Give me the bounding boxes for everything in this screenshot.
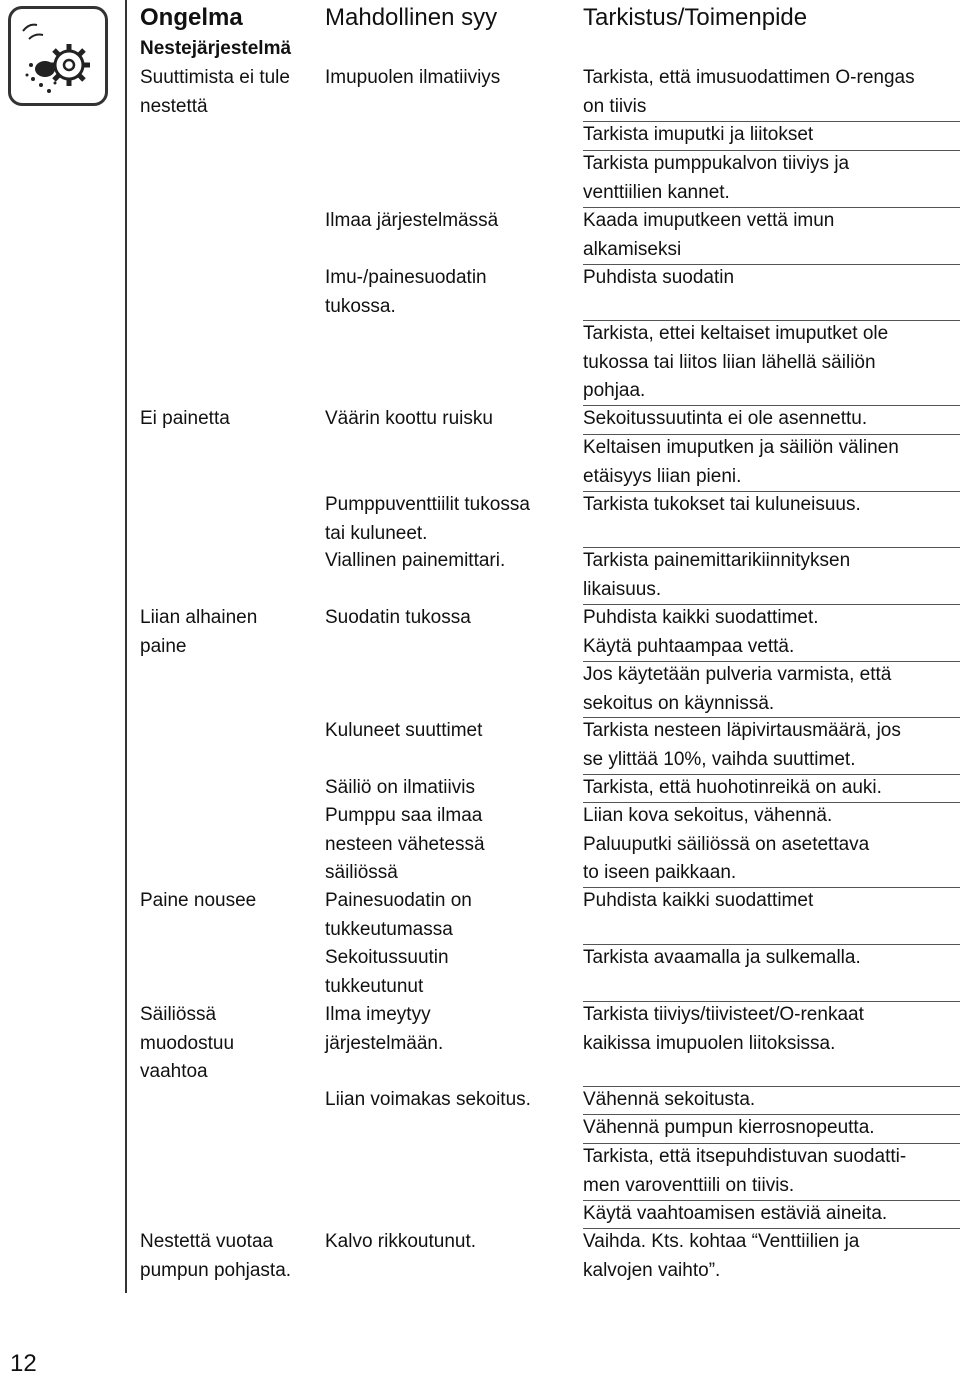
column-divider [125,0,127,1293]
cause-text: Imu-/painesuodatin tukossa. [325,267,487,317]
problem-text: Säiliössä muodostuu vaahtoa [140,1004,235,1082]
action-text: Puhdista kaikki suodattimet. Käytä puhtaampaa vettä. [583,607,819,657]
header-cause: Mahdollinen syy [325,4,498,31]
problem-text: Liian alhainen paine [140,607,258,657]
cause-text: Kuluneet suuttimet [325,720,483,741]
cause-text: Suodatin tukossa [325,607,471,628]
cause-text: Painesuodatin on tukkeutumassa [325,890,472,940]
action-text: Kaada imuputkeen vettä imun alkamiseksi [583,210,835,260]
action-text: Tarkista pumppukalvon tiiviys ja venttiilien kannet. [583,153,850,203]
cause-text: Säiliö on ilmatiivis [325,777,475,798]
cause-text: Sekoitussuutin tukkeutunut [325,947,449,997]
action-text: Tarkista nesteen läpivirtausmäärä, jos se ylittää 10%, vaihda suuttimet. [583,720,901,770]
action-text: Sekoitussuutinta ei ole asennettu. [583,408,868,429]
action-text: Tarkista tiiviys/tiivisteet/O-renkaat kaikissa imupuolen liitoksissa. [583,1004,864,1054]
header-action: Tarkistus/Toimenpide [583,4,808,31]
action-text: Käytä vaahtoamisen estäviä aineita. [583,1203,888,1224]
action-text: Vaihda. Kts. kohtaa “Venttiilien ja kalvojen vaihto”. [583,1231,860,1281]
action-text: Keltaisen imuputken ja säiliön välinen etäisyys liian pieni. [583,437,899,487]
cause-text: Ilma imeytyy järjestelmään. [325,1004,444,1054]
problem-text: Nestettä vuotaa pumpun pohjasta. [140,1231,292,1281]
action-text: Tarkista painemittarikiinnityksen likaisuus. [583,550,851,600]
action-text: Liian kova sekoitus, vähennä. Paluuputki säiliössä on asetettava to iseen paikkaan. [583,805,870,883]
action-text: Jos käytetään pulveria varmista, että sekoitus on käynnissä. [583,664,892,714]
problem-text: Ei painetta [140,408,230,429]
cause-text: Ilmaa järjestelmässä [325,210,499,231]
cause-text: Liian voimakas sekoitus. [325,1089,531,1110]
problem-text: Suuttimista ei tule nestettä [140,67,290,117]
action-text: Puhdista kaikki suodattimet [583,890,814,911]
action-text: Vähennä pumpun kierrosnopeutta. [583,1117,875,1138]
header-problem: Ongelma [140,4,243,31]
cause-text: Pumppuventtiilit tukossa tai kuluneet. [325,494,530,544]
section-title: Nestejärjestelmä [140,38,292,59]
action-text: Tarkista imuputki ja liitokset [583,124,814,145]
action-text: Vähennä sekoitusta. [583,1089,756,1110]
cause-text: Imupuolen ilmatiiviys [325,67,501,88]
cause-text: Pumppu saa ilmaa nesteen vähetessä säiliössä [325,805,485,883]
page-number: 12 [10,1350,37,1377]
action-text: Tarkista, että huohotinreikä on auki. [583,777,882,798]
action-text: Puhdista suodatin [583,267,735,288]
cause-text: Kalvo rikkoutunut. [325,1231,477,1252]
action-text: Tarkista avaamalla ja sulkemalla. [583,947,861,968]
action-text: Tarkista, ettei keltaiset imuputket ole tukossa tai liitos liian lähellä säiliön pohjaa. [583,323,889,401]
cause-text: Väärin koottu ruisku [325,408,493,429]
action-text: Tarkista tukokset tai kuluneisuus. [583,494,861,515]
problem-text: Paine nousee [140,890,257,911]
action-text: Tarkista, että itsepuhdistuvan suodatti- men varoventtiili on tiivis. [583,1146,907,1196]
action-text: Tarkista, että imusuodattimen O-rengas on tiivis [583,67,915,117]
sprayer-gear-icon [8,6,108,106]
cause-text: Viallinen painemittari. [325,550,506,571]
